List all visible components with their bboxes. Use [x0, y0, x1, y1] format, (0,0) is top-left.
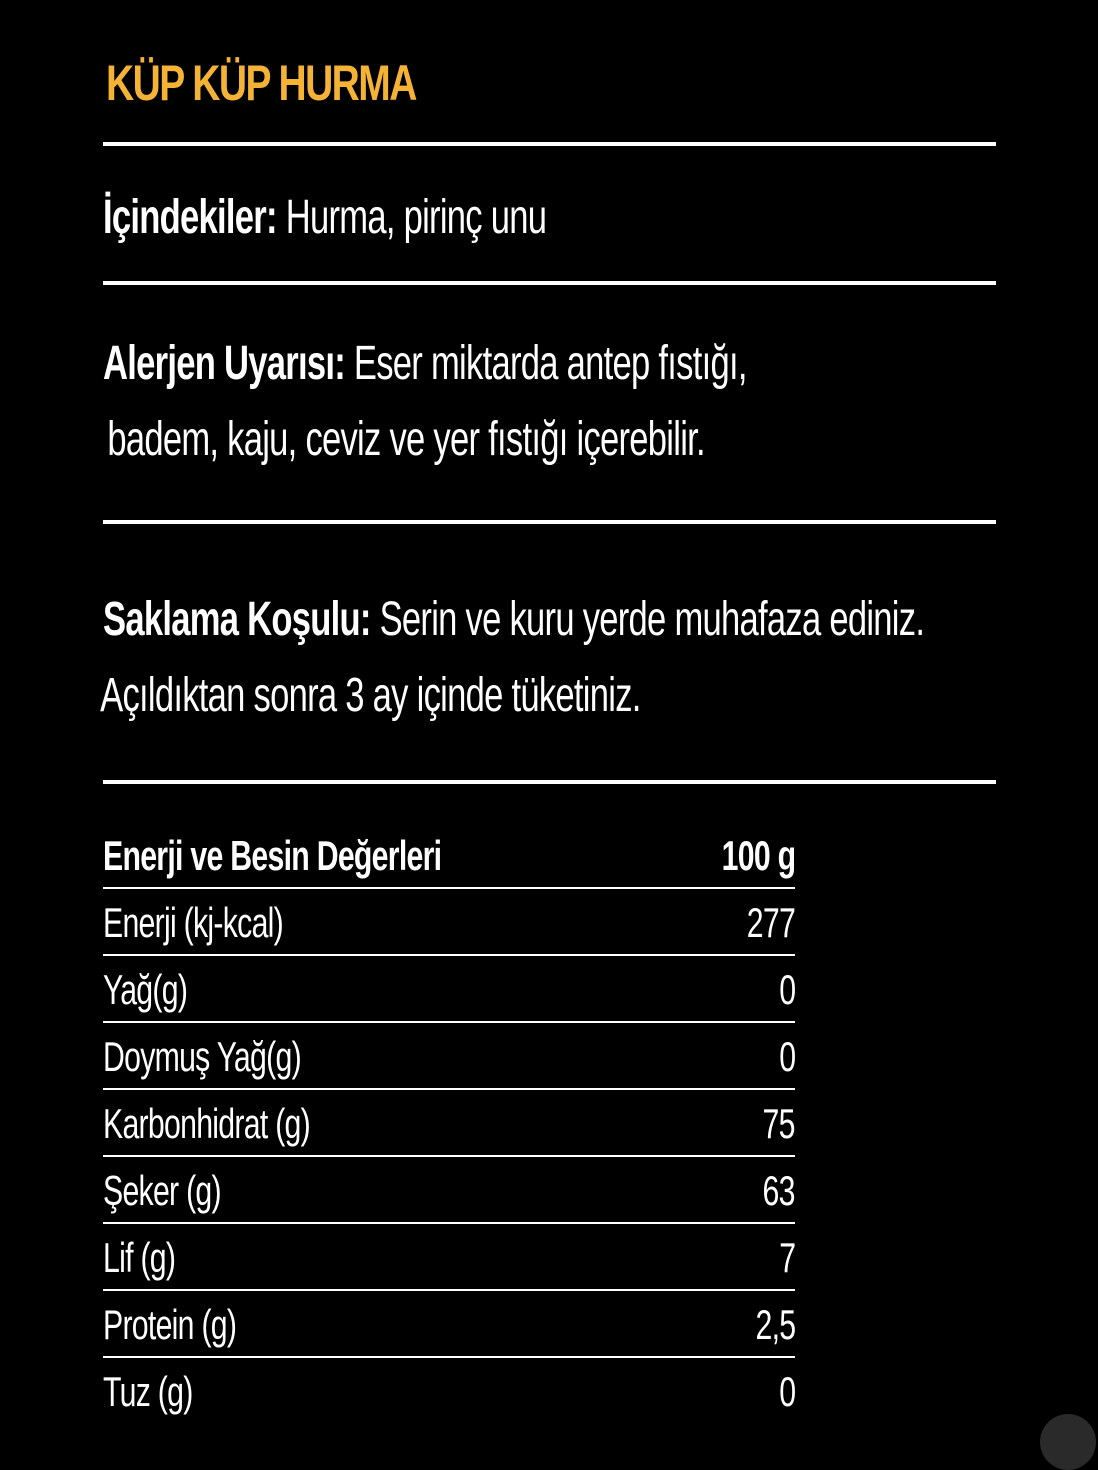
nutrition-header-row	[103, 822, 795, 889]
nutrient-value: 63	[762, 1167, 795, 1214]
divider	[103, 142, 996, 146]
nutrition-row-carbohydrate	[103, 1090, 795, 1157]
nutrition-table	[103, 822, 795, 1425]
storage-text-line1: Serin ve kuru yerde muhafaza ediniz.	[370, 593, 925, 646]
nutrition-row-protein	[103, 1291, 795, 1358]
storage-text-line2: Açıldıktan sonra 3 ay içinde tüketiniz.	[100, 669, 641, 722]
nutrient-name: Yağ(g)	[103, 966, 188, 1013]
nutrient-value: 0	[778, 966, 795, 1013]
storage-section	[100, 582, 925, 734]
nutrition-row-energy	[103, 889, 795, 956]
nutrient-value: 2,5	[755, 1301, 795, 1348]
allergen-section	[103, 326, 747, 478]
nutrient-value: 7	[778, 1234, 795, 1281]
divider	[103, 520, 996, 524]
nutrient-name: Doymuş Yağ(g)	[103, 1033, 301, 1080]
nutrient-name: Protein (g)	[103, 1301, 237, 1348]
nutrient-value: 0	[778, 1033, 795, 1080]
nutrient-name: Enerji (kj-kcal)	[103, 899, 284, 946]
divider	[103, 780, 996, 784]
nutrient-name: Şeker (g)	[103, 1167, 221, 1214]
nutrient-value: 75	[762, 1100, 795, 1147]
allergen-label: Alerjen Uyarısı:	[103, 337, 346, 390]
nutrient-name: Lif (g)	[103, 1234, 176, 1281]
nutrition-row-sugar	[103, 1157, 795, 1224]
nutrition-header-value: 100 g	[721, 832, 795, 879]
product-title: KÜP KÜP HURMA	[106, 55, 416, 111]
floating-action-button[interactable]	[1040, 1414, 1096, 1470]
nutrition-row-saturated-fat	[103, 1023, 795, 1090]
nutrient-value: 0	[778, 1368, 795, 1415]
nutrition-row-fiber	[103, 1224, 795, 1291]
storage-label: Saklama Koşulu:	[103, 593, 371, 646]
allergen-text-line1: Eser miktarda antep fıstığı,	[345, 337, 747, 390]
nutrient-name: Karbonhidrat (g)	[103, 1100, 310, 1147]
allergen-text-line2: badem, kaju, ceviz ve yer fıstığı içerebilir.	[107, 413, 705, 466]
nutrition-row-salt	[103, 1358, 795, 1425]
ingredients-text: Hurma, pirinç unu	[276, 191, 547, 244]
divider	[103, 281, 996, 285]
nutrient-value: 277	[746, 899, 795, 946]
nutrition-row-fat	[103, 956, 795, 1023]
ingredients-label: İçindekiler:	[103, 191, 277, 244]
nutrition-header-name: Enerji ve Besin Değerleri	[103, 832, 442, 879]
nutrient-name: Tuz (g)	[103, 1368, 193, 1415]
ingredients-section	[103, 180, 546, 256]
